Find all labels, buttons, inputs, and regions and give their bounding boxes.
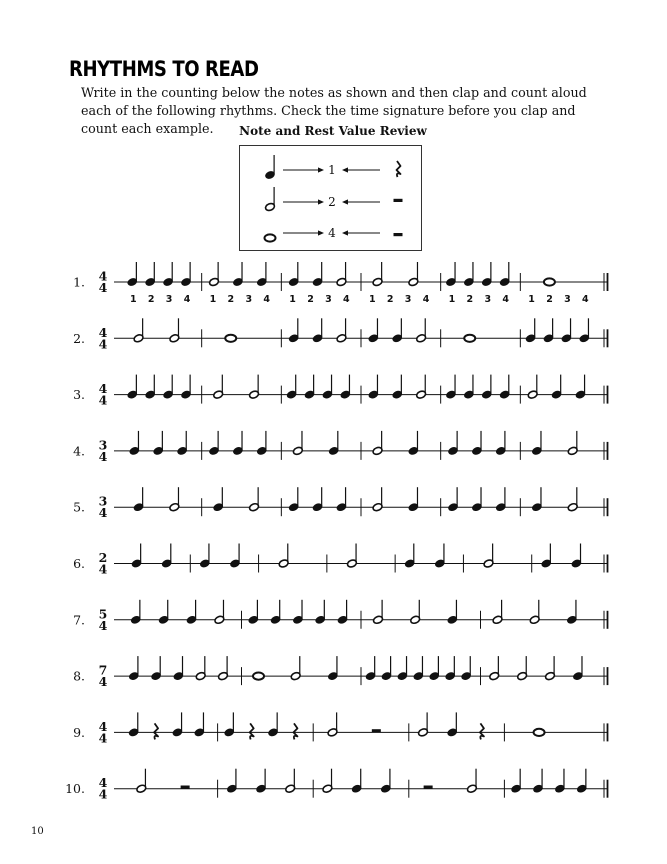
quarter-note (368, 318, 379, 343)
quarter-note (322, 375, 333, 400)
quarter-note (145, 375, 156, 400)
time-signature-top: 3 (98, 437, 108, 453)
quarter-note (481, 375, 492, 400)
half-note (418, 712, 429, 737)
half-note (290, 656, 301, 681)
quarter-note (270, 600, 281, 625)
quarter-note (286, 375, 297, 400)
counting-number: 1 (448, 294, 456, 305)
counting-number: 4 (183, 294, 191, 305)
quarter-note (579, 318, 590, 343)
half-note (545, 656, 556, 681)
quarter-note (531, 431, 542, 456)
half-note (292, 431, 303, 456)
quarter-note (365, 656, 376, 681)
quarter-note (312, 262, 323, 287)
quarter-note (561, 318, 572, 343)
exercise-row (73, 656, 608, 689)
time-signature-bottom: 4 (98, 561, 108, 577)
quarter-note (447, 600, 458, 625)
quarter-note (161, 544, 172, 569)
counting-number: 2 (546, 294, 553, 305)
counting-number: 1 (129, 294, 137, 305)
half-note (372, 431, 383, 456)
review-box-title: Note and Rest Value Review (239, 124, 427, 138)
time-signature-bottom: 4 (98, 336, 108, 352)
counting-number: 1 (528, 294, 535, 305)
quarter-note (571, 544, 582, 569)
quarter-note (351, 769, 362, 794)
quarter-note (554, 769, 565, 794)
half-note (218, 656, 229, 681)
counting-number: 1 (209, 294, 217, 305)
half-note (567, 487, 578, 512)
quarter-note (163, 262, 174, 287)
quarter-note (531, 487, 542, 512)
time-signature-top: 4 (98, 718, 108, 734)
time-signature-bottom: 4 (98, 280, 108, 295)
quarter-note (413, 656, 424, 681)
exercise-row (73, 318, 608, 351)
exercise-row (65, 769, 608, 802)
half-note (410, 600, 421, 625)
quarter-note (224, 712, 235, 737)
quarter-note (127, 375, 138, 400)
whole-note (253, 673, 264, 680)
half-note (416, 318, 427, 343)
half-note (169, 487, 180, 512)
quarter-note (392, 375, 403, 400)
half-note (278, 544, 289, 569)
half-note (408, 262, 419, 287)
quarter-note (541, 544, 552, 569)
quarter-note (151, 656, 162, 681)
half-note (209, 262, 220, 287)
whole-note (464, 335, 475, 342)
half-note (489, 656, 500, 681)
whole-note (225, 335, 236, 342)
exercise-label: 3. (73, 387, 85, 403)
quarter-note (230, 544, 241, 569)
counting-number: 2 (466, 294, 474, 305)
quarter-note (163, 375, 174, 400)
quarter-rest (154, 723, 158, 739)
quarter-note (292, 600, 303, 625)
half-note (249, 487, 260, 512)
page-heading: RHYTHMS TO READ (69, 57, 259, 81)
quarter-note (499, 375, 510, 400)
quarter-note (533, 769, 544, 794)
quarter-note (408, 431, 419, 456)
time-signature-top: 4 (98, 381, 108, 397)
half-note (249, 375, 260, 400)
half-note (336, 318, 347, 343)
quarter-note (447, 712, 458, 737)
exercise-label: 5. (73, 499, 85, 515)
quarter-note (566, 600, 577, 625)
quarter-note (481, 262, 492, 287)
quarter-note (576, 769, 587, 794)
half-note (195, 656, 206, 681)
half-note (133, 318, 144, 343)
exercise-label: 9. (73, 724, 85, 740)
counting-number: 4 (343, 294, 350, 305)
quarter-note (392, 318, 403, 343)
quarter-rest (250, 723, 254, 739)
exercise-label: 2. (73, 330, 85, 346)
quarter-note (232, 431, 243, 456)
time-signature-bottom: 4 (98, 730, 108, 746)
counting-number: 2 (386, 294, 394, 305)
half-note (492, 600, 503, 625)
exercise-row (73, 431, 608, 464)
quarter-note (327, 656, 338, 681)
quarter-note (461, 656, 472, 681)
half-note (567, 431, 578, 456)
quarter-note (131, 544, 142, 569)
half-note (136, 769, 147, 794)
exercise-row (73, 712, 608, 745)
time-signature-bottom: 4 (98, 505, 108, 521)
half-note (327, 712, 338, 737)
quarter-note (525, 318, 536, 343)
quarter-note (181, 375, 192, 400)
quarter-note (429, 656, 440, 681)
quarter-note (288, 487, 299, 512)
quarter-rest (480, 723, 484, 739)
exercise-label: 10. (65, 781, 85, 797)
quarter-note (288, 262, 299, 287)
quarter-note (448, 487, 459, 512)
quarter-note (471, 431, 482, 456)
quarter-note (337, 600, 348, 625)
quarter-note (304, 375, 315, 400)
time-signature-bottom: 4 (98, 674, 108, 690)
quarter-note (543, 318, 554, 343)
quarter-rest (293, 723, 297, 739)
quarter-note (575, 375, 586, 400)
quarter-note (268, 712, 279, 737)
quarter-note (173, 656, 184, 681)
whole-note (544, 278, 555, 285)
quarter-note (434, 544, 445, 569)
half-note (372, 487, 383, 512)
quarter-note (340, 375, 351, 400)
quarter-note (256, 262, 267, 287)
quarter-note (315, 600, 326, 625)
quarter-note (495, 431, 506, 456)
quarter-note (256, 431, 267, 456)
page-number: 10 (31, 826, 44, 837)
exercise-label: 4. (73, 443, 85, 459)
half-note (517, 656, 528, 681)
quarter-note (445, 656, 456, 681)
exercise-label: 7. (73, 612, 85, 628)
review-beats-value: 1 (328, 163, 336, 177)
counting-number: 2 (307, 294, 314, 305)
quarter-note (463, 262, 474, 287)
half-note (416, 375, 427, 400)
quarter-note (499, 262, 510, 287)
quarter-note (186, 600, 197, 625)
time-signature-top: 4 (98, 268, 108, 284)
half-note (322, 769, 333, 794)
half-note (373, 600, 384, 625)
quarter-note (404, 544, 415, 569)
quarter-note (129, 431, 140, 456)
counting-number: 3 (165, 294, 173, 305)
whole-note (534, 729, 545, 736)
quarter-note (312, 487, 323, 512)
quarter-note (133, 487, 144, 512)
quarter-note (511, 769, 522, 794)
time-signature-bottom: 4 (98, 786, 108, 802)
time-signature-top: 7 (98, 662, 108, 678)
quarter-note (127, 262, 138, 287)
counting-number: 3 (404, 294, 412, 305)
half-note (483, 544, 494, 569)
time-signature-bottom: 4 (98, 448, 108, 464)
quarter-note (248, 600, 259, 625)
counting-number: 3 (564, 294, 571, 305)
quarter-note (256, 769, 267, 794)
half-note (372, 262, 383, 287)
exercise-row (73, 262, 608, 305)
quarter-note (463, 375, 474, 400)
quarter-note (368, 375, 379, 400)
quarter-note (209, 431, 220, 456)
quarter-note (213, 487, 224, 512)
counting-number: 1 (368, 294, 376, 305)
time-signature-top: 5 (98, 606, 108, 622)
counting-number: 4 (422, 294, 430, 305)
exercise-row (73, 375, 608, 408)
quarter-note (128, 712, 139, 737)
counting-number: 4 (582, 294, 589, 305)
counting-number: 2 (147, 294, 155, 305)
exercise-label: 1. (73, 274, 85, 290)
exercise-label: 8. (73, 668, 85, 684)
counting-number: 1 (289, 294, 296, 305)
half-note (466, 769, 477, 794)
quarter-note (312, 318, 323, 343)
quarter-note (181, 262, 192, 287)
counting-number: 4 (502, 294, 509, 305)
time-signature-top: 3 (98, 493, 108, 509)
quarter-note (572, 656, 583, 681)
counting-number: 3 (325, 294, 332, 305)
quarter-note (288, 318, 299, 343)
half-note (285, 769, 296, 794)
quarter-note (145, 262, 156, 287)
quarter-note (177, 431, 188, 456)
half-note (214, 600, 225, 625)
quarter-note (199, 544, 210, 569)
half-note (529, 600, 540, 625)
counting-number: 4 (263, 294, 270, 305)
quarter-note (128, 656, 139, 681)
time-signature-bottom: 4 (98, 392, 108, 408)
time-signature-top: 4 (98, 324, 108, 340)
half-rest (424, 786, 433, 789)
quarter-note (336, 487, 347, 512)
exercise-row (73, 544, 608, 577)
half-note (169, 318, 180, 343)
time-signature-top: 2 (98, 550, 108, 565)
quarter-note (380, 769, 391, 794)
half-rest (372, 729, 381, 732)
half-rest (181, 786, 190, 789)
quarter-note (194, 712, 205, 737)
quarter-note (445, 375, 456, 400)
quarter-note (172, 712, 183, 737)
exercise-row (73, 600, 608, 633)
exercise-label: 6. (73, 556, 85, 571)
quarter-note (158, 600, 169, 625)
time-signature-bottom: 4 (98, 617, 108, 633)
quarter-note (328, 431, 339, 456)
quarter-note (495, 487, 506, 512)
quarter-note (445, 262, 456, 287)
instructions-text: Write in the counting below the notes as shown and then clap and count aloud each of the following rhythms. Check the time signature before you clap and count each example. (81, 85, 587, 136)
review-beats-value: 4 (328, 226, 336, 240)
quarter-note (471, 487, 482, 512)
half-note (213, 375, 224, 400)
quarter-note (397, 656, 408, 681)
exercise-row (73, 487, 608, 520)
quarter-note (153, 431, 164, 456)
quarter-note (381, 656, 392, 681)
counting-number: 3 (484, 294, 492, 305)
counting-number: 3 (245, 294, 253, 305)
review-beats-value: 2 (328, 195, 336, 209)
half-note (346, 544, 357, 569)
counting-number: 2 (227, 294, 235, 305)
quarter-note (551, 375, 562, 400)
quarter-note (448, 431, 459, 456)
quarter-note (408, 487, 419, 512)
half-note (336, 262, 347, 287)
time-signature-top: 4 (98, 775, 108, 791)
half-note (527, 375, 538, 400)
quarter-note (232, 262, 243, 287)
quarter-note (130, 600, 141, 625)
quarter-note (226, 769, 237, 794)
